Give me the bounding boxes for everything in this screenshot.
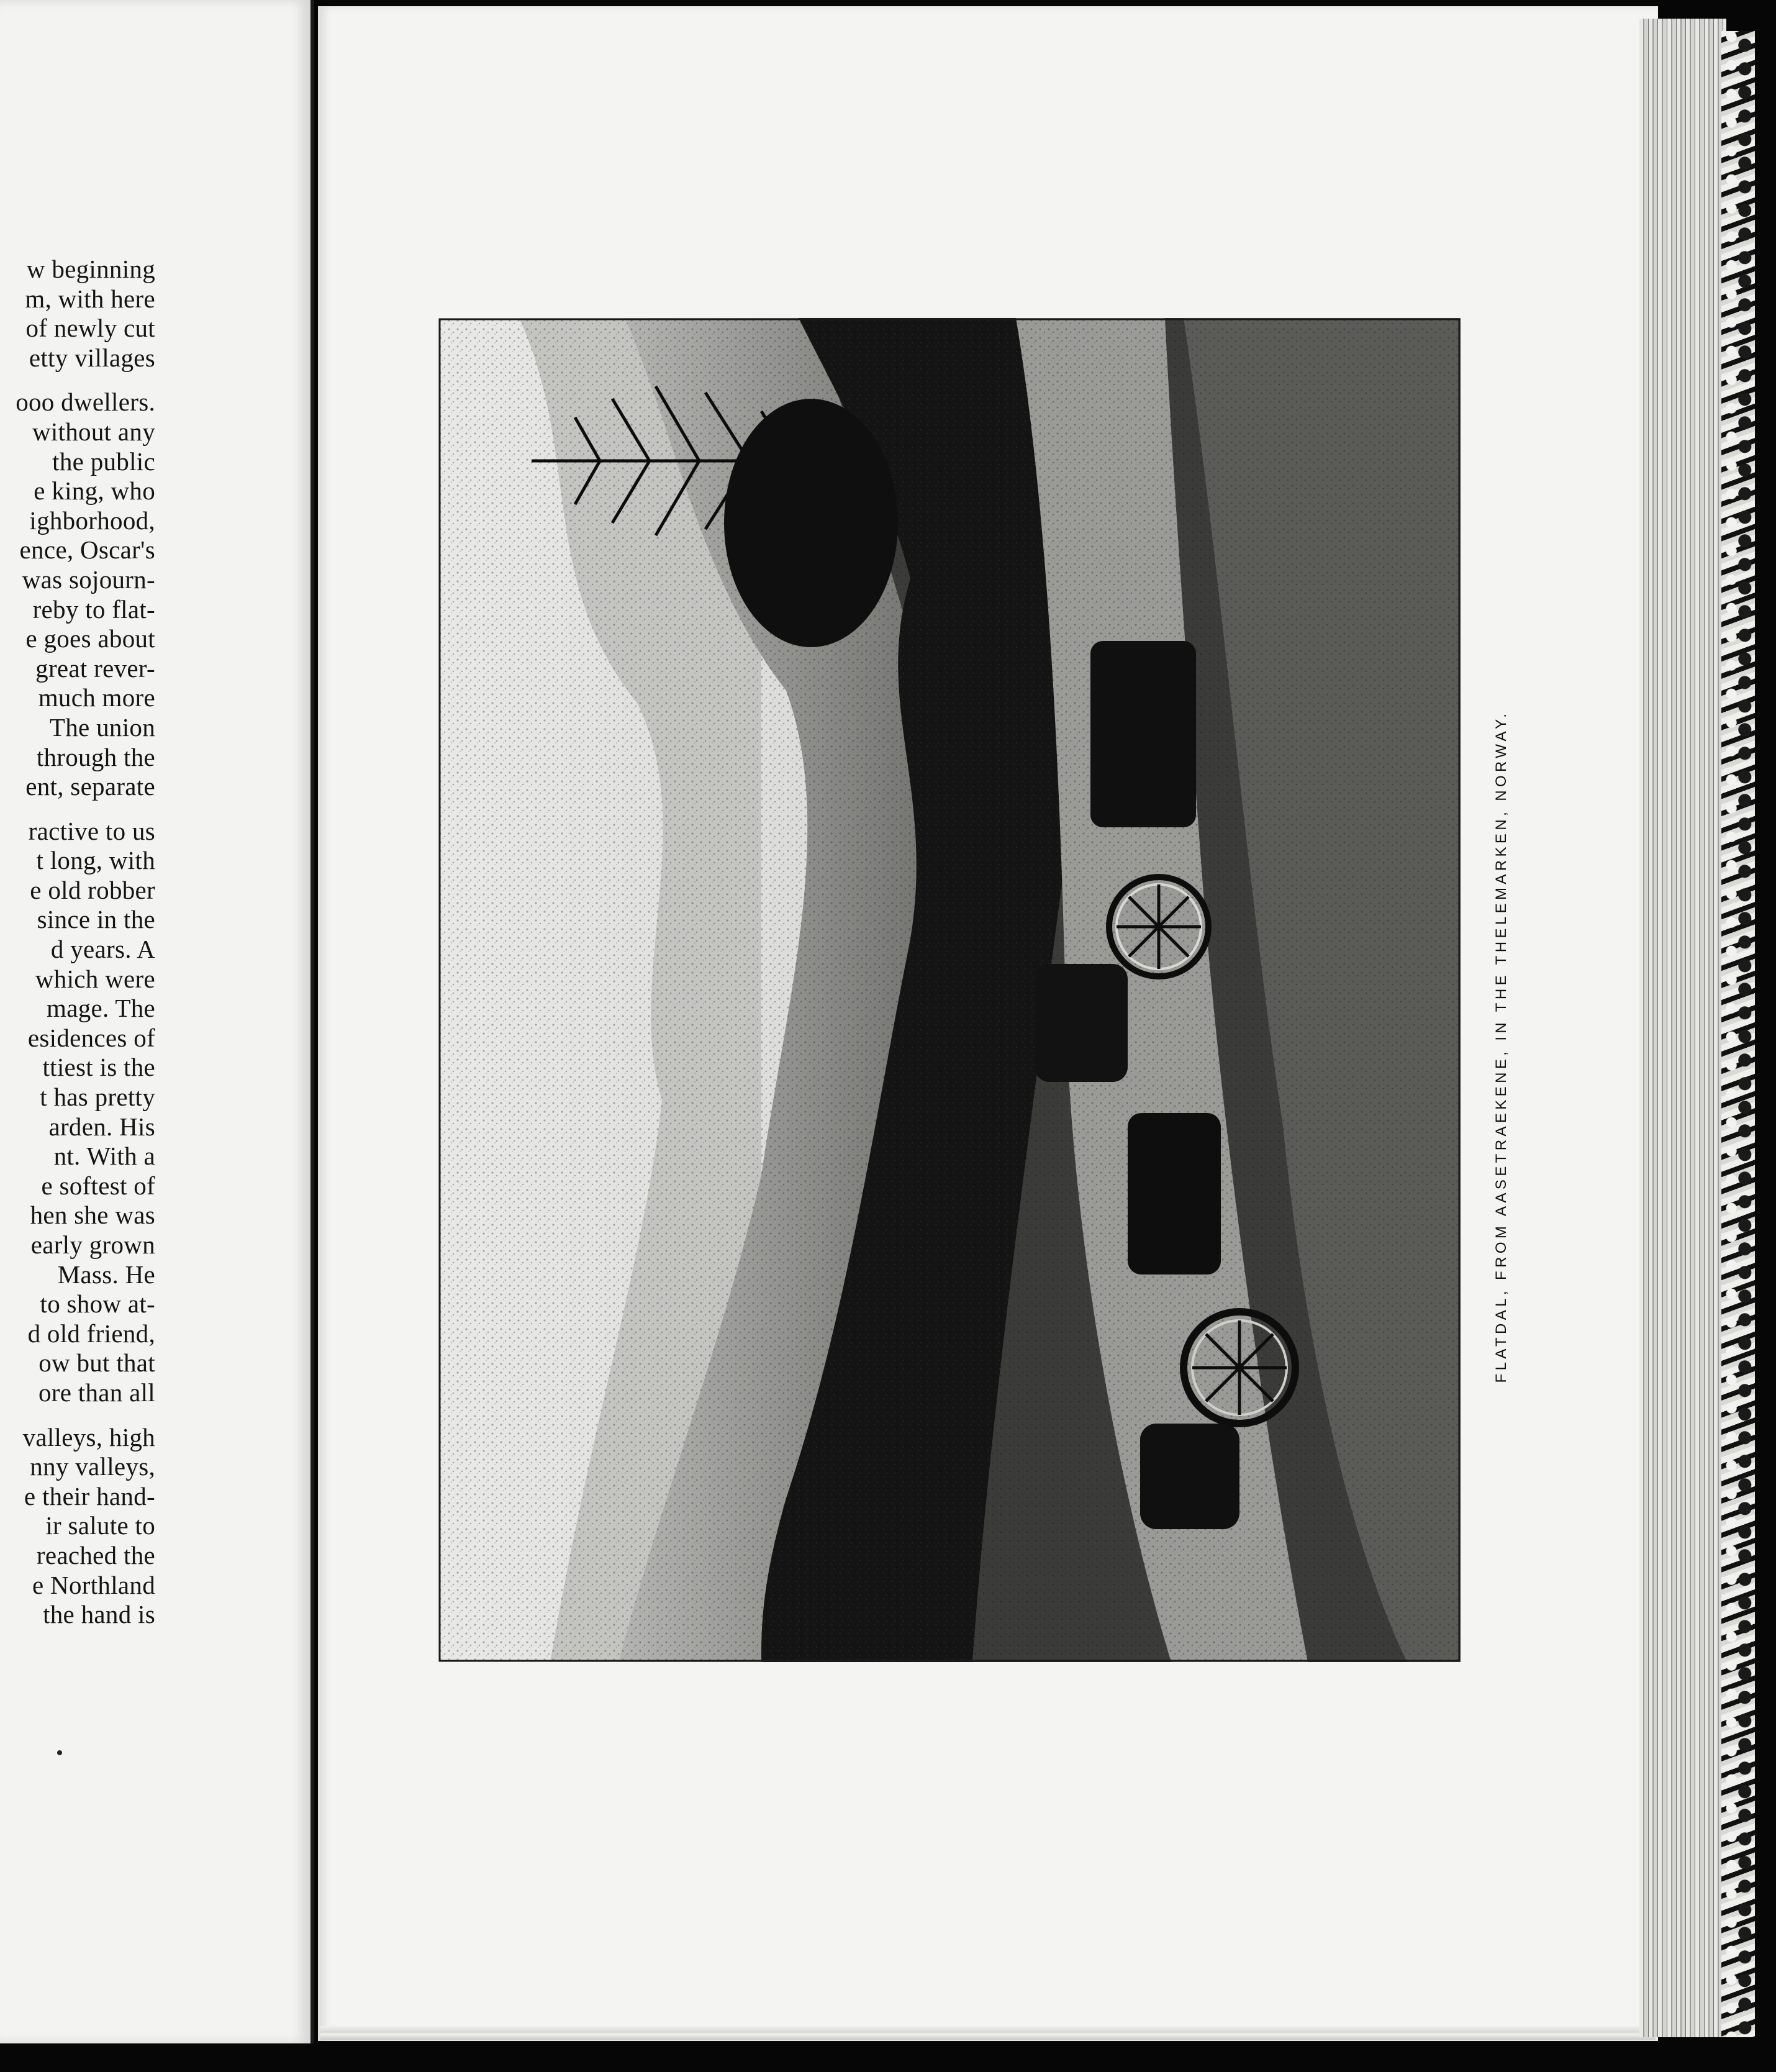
text-line: d old friend, bbox=[27, 1319, 155, 1348]
text-line: without any bbox=[32, 417, 155, 446]
text-line: ractive to us bbox=[28, 816, 155, 845]
text-line: of newly cut bbox=[25, 314, 155, 343]
marbled-endpaper bbox=[1721, 31, 1755, 2037]
text-line: the public bbox=[52, 447, 155, 476]
left-text-column bbox=[0, 255, 155, 1630]
text-line: w beginning bbox=[26, 255, 155, 283]
photo-plate bbox=[438, 318, 1461, 1662]
plate-caption-area bbox=[1483, 710, 1520, 1383]
tree-foliage bbox=[724, 399, 898, 647]
text-line: mage. The bbox=[47, 994, 155, 1023]
plate-caption: FLATDAL, FROM AASETRAEKENE, IN THE THELEMARKEN, NORWAY. bbox=[1493, 710, 1510, 1383]
text-line: ir salute to bbox=[45, 1511, 155, 1540]
text-line: etty villages bbox=[29, 343, 155, 372]
text-line: since in the bbox=[37, 905, 155, 934]
text-line: d years. A bbox=[50, 935, 155, 964]
text-line: reached the bbox=[36, 1540, 155, 1570]
text-line: esidences of bbox=[27, 1023, 155, 1052]
text-line: nny valleys, bbox=[30, 1452, 155, 1481]
text-line: nt. With a bbox=[53, 1142, 155, 1171]
text-line: was sojourn- bbox=[22, 565, 155, 594]
text-line: ent, separate bbox=[25, 772, 155, 801]
text-line: reby to flat- bbox=[32, 594, 155, 624]
text-line: ore than all bbox=[38, 1378, 155, 1407]
text-line: t has pretty bbox=[40, 1083, 155, 1112]
text-line: e softest of bbox=[41, 1171, 155, 1200]
text-line: Mass. He bbox=[57, 1260, 155, 1289]
text-line: through the bbox=[36, 742, 155, 771]
text-line: e their hand- bbox=[24, 1481, 155, 1511]
text-line: e goes about bbox=[25, 624, 155, 653]
text-line: ence, Oscar's bbox=[19, 535, 155, 565]
text-line: e Northland bbox=[32, 1570, 155, 1599]
text-line: valleys, high bbox=[22, 1422, 155, 1452]
text-line: m, with here bbox=[25, 284, 155, 313]
text-line: much more bbox=[38, 683, 155, 712]
text-line: to show at- bbox=[40, 1289, 155, 1319]
text-line: ighborhood, bbox=[29, 506, 155, 535]
text-line: arden. His bbox=[48, 1112, 155, 1141]
text-line: hen she was bbox=[30, 1201, 155, 1230]
text-line: e old robber bbox=[30, 875, 155, 904]
text-line: the hand is bbox=[43, 1600, 155, 1629]
text-line: ttiest is the bbox=[42, 1053, 155, 1082]
text-line: t long, with bbox=[36, 846, 155, 875]
landscape-photo bbox=[438, 318, 1461, 1662]
text-line: The union bbox=[49, 712, 155, 742]
left-page bbox=[0, 0, 314, 2043]
text-line: ow but that bbox=[39, 1348, 155, 1378]
text-line: which were bbox=[35, 964, 155, 993]
page-bottom-edge bbox=[320, 2026, 1656, 2040]
text-line: ooo dwellers. bbox=[16, 388, 155, 417]
text-line: great rever- bbox=[35, 653, 155, 683]
ink-speck bbox=[57, 1750, 62, 1755]
book-page-edges bbox=[1639, 19, 1726, 2037]
text-line: early grown bbox=[30, 1230, 155, 1259]
text-line: e king, who bbox=[34, 476, 155, 506]
